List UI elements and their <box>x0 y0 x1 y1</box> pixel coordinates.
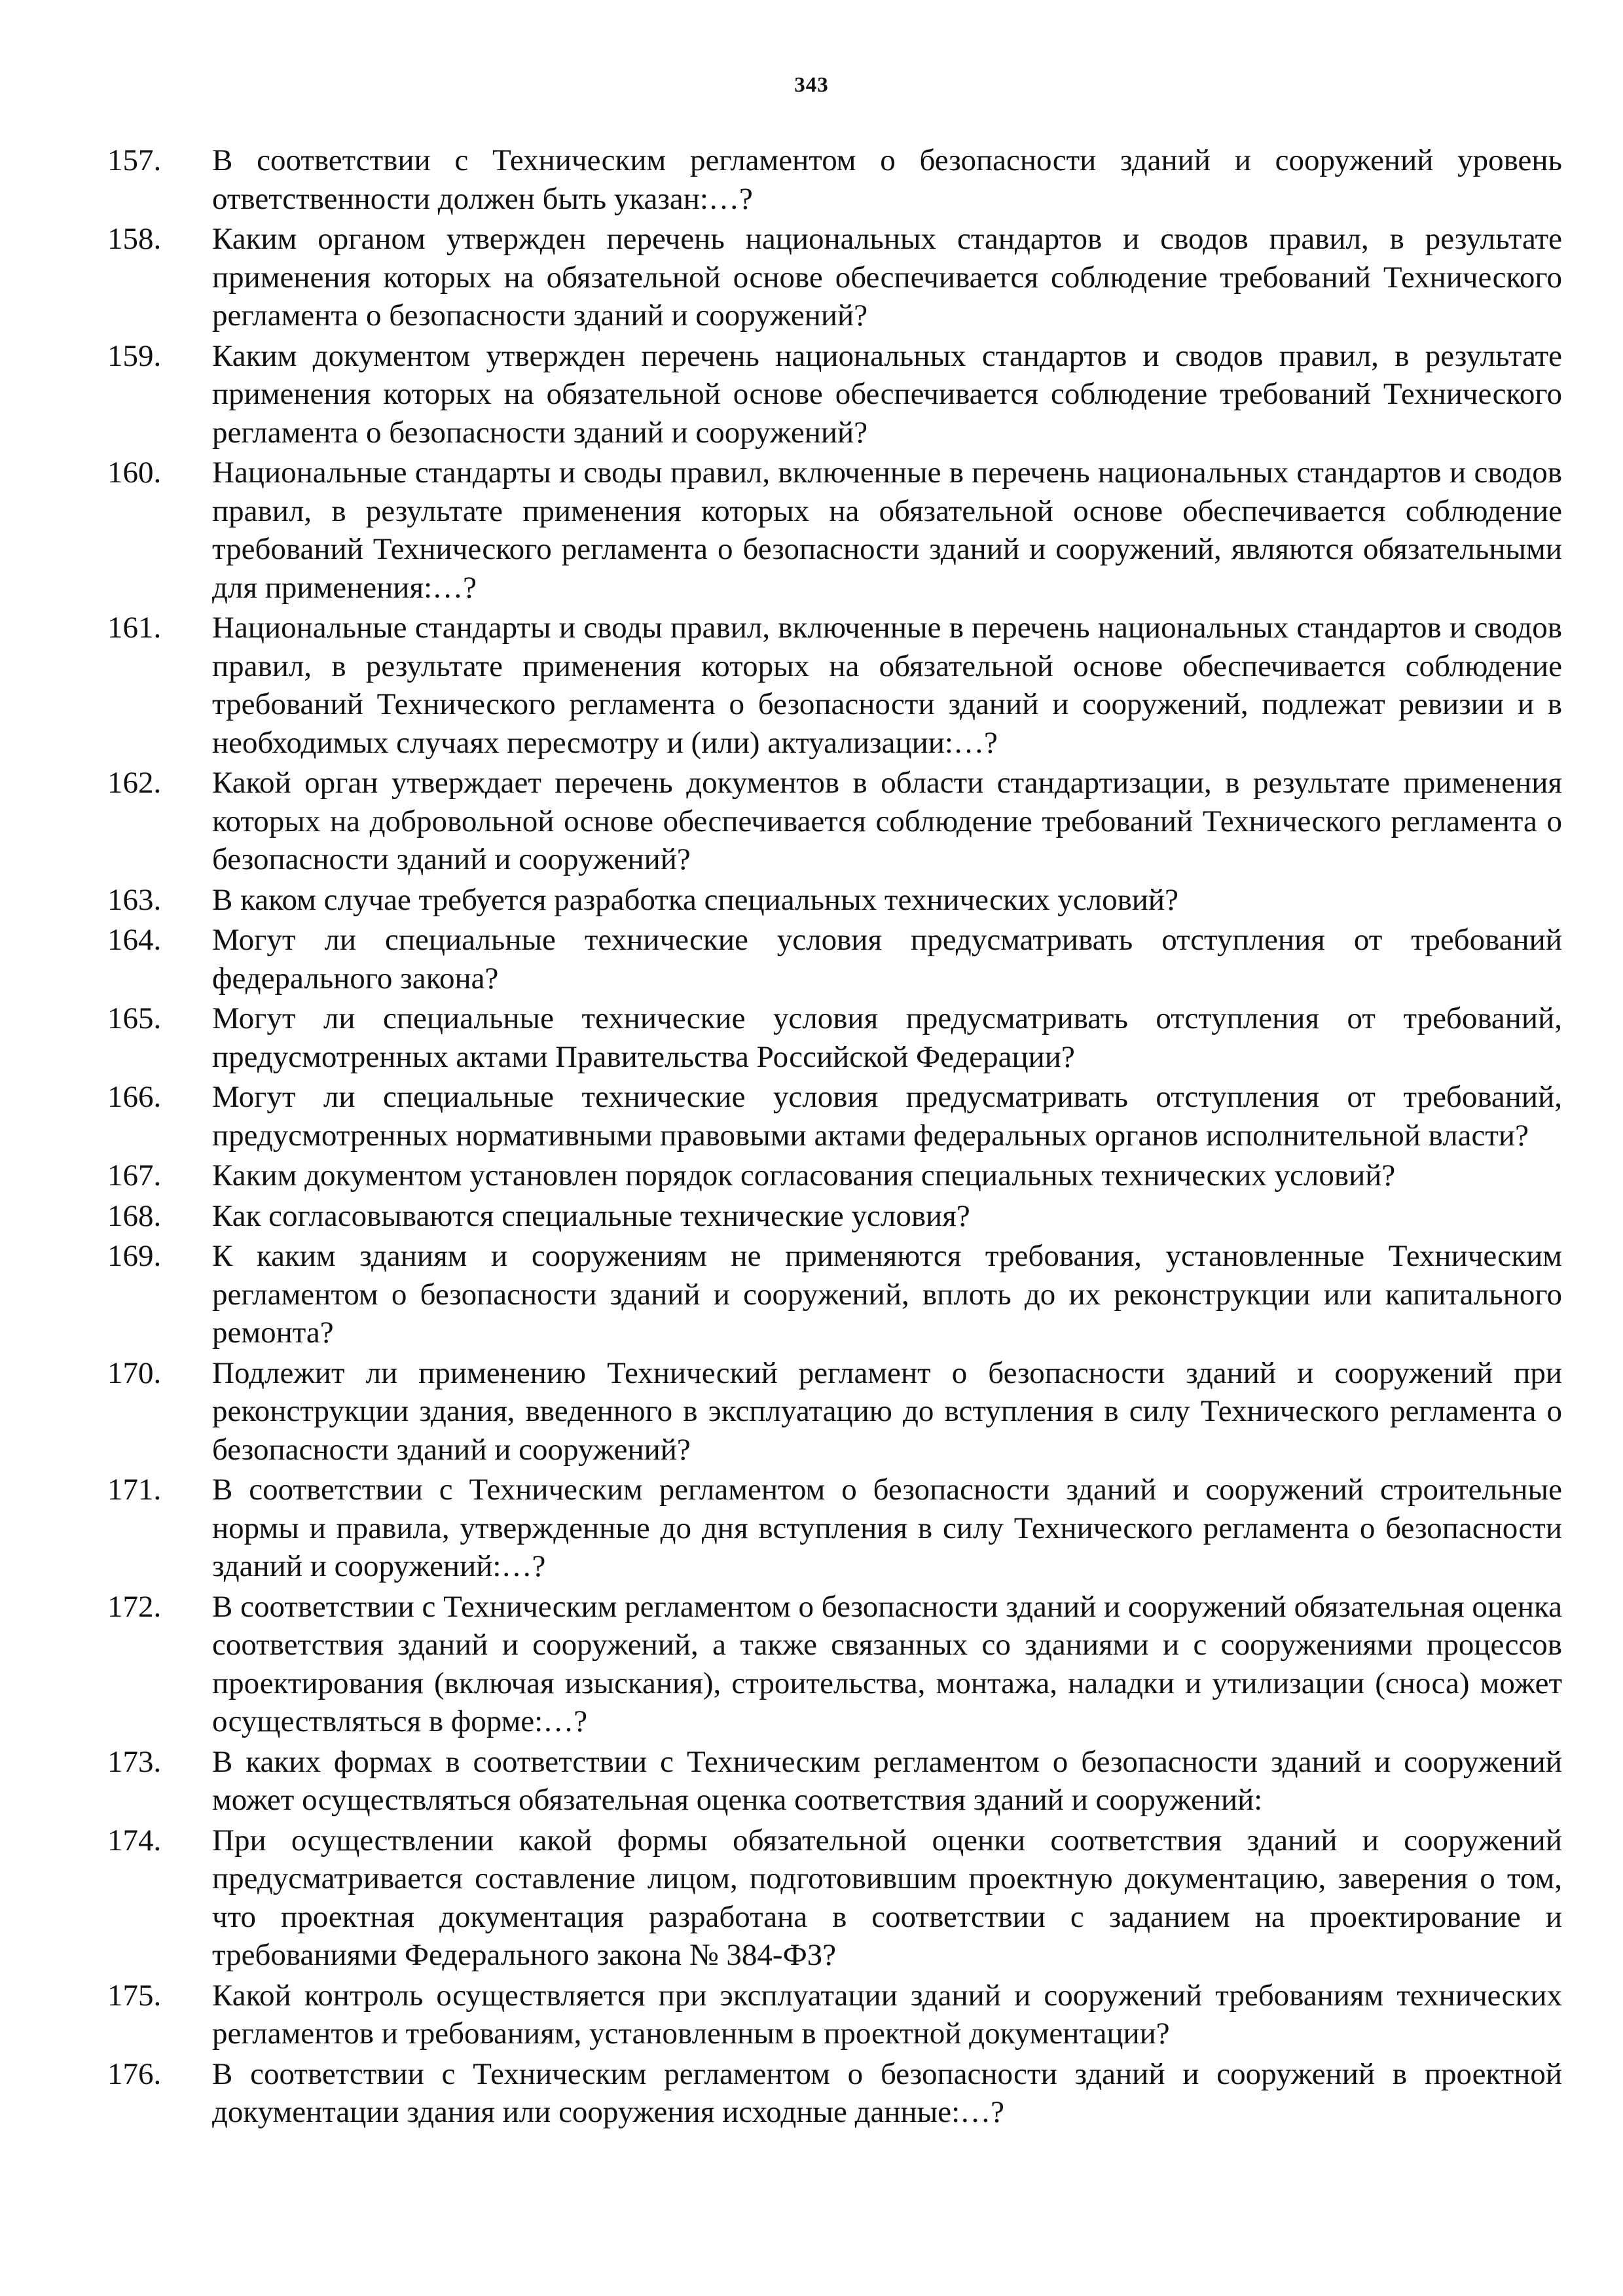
question-item <box>107 921 1562 997</box>
question-number: 176. <box>107 2056 162 2091</box>
question-number: 161. <box>107 611 162 645</box>
question-item <box>107 881 1562 920</box>
question-number: 163. <box>107 882 162 917</box>
question-text: Подлежит ли применению Технический регламент о безопасности зданий и сооружений при реконструкции здания, введенного в эксплуатацию до вступления в силу Технического регламента о безопасности зданий и сооружений? <box>212 1355 1562 1467</box>
question-item <box>107 1078 1562 1155</box>
question-text: В соответствии с Техническим регламентом о безопасности зданий и сооружений уровень ответственности должен быть указан:…? <box>212 143 1562 216</box>
question-item <box>107 337 1562 452</box>
question-text: В соответствии с Техническим регламентом о безопасности зданий и сооружений обязательная оценка соответствия зданий и сооружений, а также связанных со зданиями и с сооружениями процессов проектирования (включая изыскания), строительства, монтажа, наладки и утилизации (сноса) может осуществляться в форме:…? <box>212 1589 1562 1738</box>
question-number: 172. <box>107 1589 162 1624</box>
question-text: Могут ли специальные технические условия предусматривать отступления от требований федерального закона? <box>212 923 1562 996</box>
question-item <box>107 1471 1562 1586</box>
question-text: В соответствии с Техническим регламентом о безопасности зданий и сооружений в проектной документации здания или сооружения исходные данные:…? <box>212 2056 1562 2129</box>
question-item <box>107 1237 1562 1352</box>
question-text: Каким документом установлен порядок согласования специальных технических условий? <box>212 1158 1396 1193</box>
question-item <box>107 1157 1562 1195</box>
question-number: 157. <box>107 143 162 177</box>
question-item <box>107 141 1562 218</box>
question-number: 175. <box>107 1978 162 2013</box>
question-text: При осуществлении какой формы обязательной оценки соответствия зданий и сооружений предусматривается составление лицом, подготовившим проектную документацию, заверения о том, что проектная документация разработана в соответствии с заданием на проектирование и требованиями Федерального закона № 384-ФЗ? <box>212 1823 1562 1972</box>
question-number: 171. <box>107 1473 162 1507</box>
question-text: К каким зданиям и сооружениям не применяются требования, установленные Техническим регламентом о безопасности зданий и сооружений, вплоть до их реконструкции или капитального ремонта? <box>212 1239 1562 1350</box>
question-number: 159. <box>107 338 162 373</box>
question-text: В каких формах в соответствии с Техническим регламентом о безопасности зданий и сооружений может осуществляться обязательная оценка соответствия зданий и сооружений: <box>212 1744 1562 1817</box>
question-text: Могут ли специальные технические условия предусматривать отступления от требований, предусмотренных нормативными правовыми актами федеральных органов исполнительной власти? <box>212 1080 1562 1153</box>
question-number: 173. <box>107 1744 162 1779</box>
question-number: 162. <box>107 766 162 800</box>
question-text: Какой орган утверждает перечень документов в области стандартизации, в результате применения которых на добровольной основе обеспечивается соблюдение требований Технического регламента о безопасности зданий и сооружений? <box>212 766 1562 876</box>
question-number: 165. <box>107 1001 162 1035</box>
question-number: 174. <box>107 1823 162 1857</box>
question-item <box>107 1197 1562 1236</box>
question-item <box>107 1354 1562 1469</box>
question-text: Как согласовываются специальные технические условия? <box>212 1198 970 1233</box>
question-item <box>107 999 1562 1076</box>
question-item <box>107 220 1562 335</box>
question-text: В каком случае требуется разработка специальных технических условий? <box>212 882 1178 917</box>
question-number: 166. <box>107 1080 162 1114</box>
question-item <box>107 1588 1562 1741</box>
question-item <box>107 764 1562 879</box>
question-number: 169. <box>107 1239 162 1273</box>
page-number: 343 <box>794 73 829 97</box>
question-item <box>107 2055 1562 2132</box>
question-text: Каким органом утвержден перечень национальных стандартов и сводов правил, в результате применения которых на обязательной основе обеспечивается соблюдение требований Технического регламента о безопасности зданий и сооружений? <box>212 222 1562 332</box>
question-text: Национальные стандарты и своды правил, включенные в перечень национальных стандартов и сводов правил, в результате применения которых на обязательной основе обеспечивается соблюдение требований Технического регламента о безопасности зданий и сооружений, являются обязательными для применения:…? <box>212 456 1562 605</box>
question-text: В соответствии с Техническим регламентом о безопасности зданий и сооружений строительные нормы и правила, утвержденные до дня вступления в силу Технического регламента о безопасности зданий и сооружений:…? <box>212 1473 1562 1583</box>
question-number: 158. <box>107 222 162 256</box>
question-number: 168. <box>107 1198 162 1233</box>
question-item <box>107 1821 1562 1975</box>
question-list <box>107 141 1562 2134</box>
question-item <box>107 609 1562 762</box>
question-number: 170. <box>107 1355 162 1390</box>
question-item <box>107 454 1562 607</box>
question-text: Каким документом утвержден перечень национальных стандартов и сводов правил, в результате применения которых на обязательной основе обеспечивается соблюдение требований Технического регламента о безопасности зданий и сооружений? <box>212 338 1562 450</box>
question-item <box>107 1977 1562 2053</box>
question-number: 160. <box>107 456 162 490</box>
question-item <box>107 1743 1562 1820</box>
question-text: Национальные стандарты и своды правил, включенные в перечень национальных стандартов и сводов правил, в результате применения которых на обязательной основе обеспечивается соблюдение требований Технического регламента о безопасности зданий и сооружений, подлежат ревизии и в необходимых случаях пересмотру и (или) актуализации:…? <box>212 611 1562 760</box>
question-number: 167. <box>107 1158 162 1193</box>
question-text: Какой контроль осуществляется при эксплуатации зданий и сооружений требованиям технических регламентов и требованиям, установленным в проектной документации? <box>212 1978 1562 2051</box>
question-number: 164. <box>107 923 162 957</box>
question-text: Могут ли специальные технические условия предусматривать отступления от требований, предусмотренных актами Правительства Российской Федерации? <box>212 1001 1562 1074</box>
